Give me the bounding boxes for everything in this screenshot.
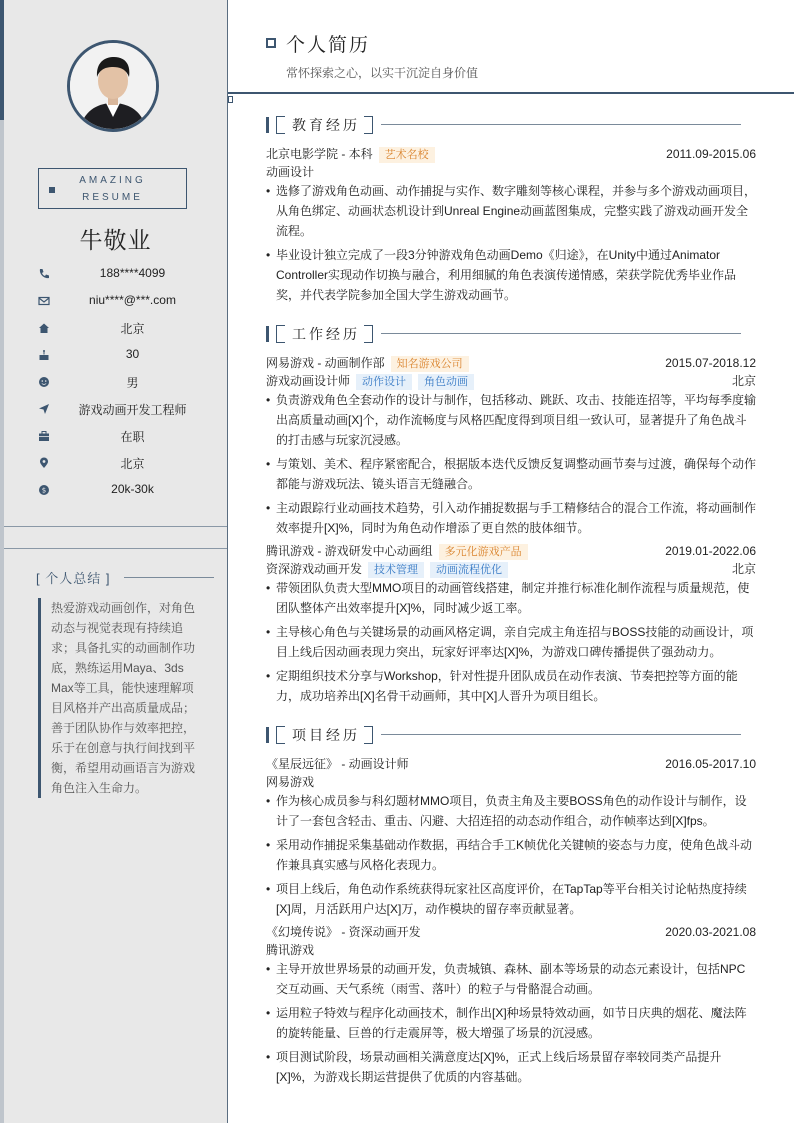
job-city: 北京 <box>731 374 756 388</box>
bracket-right-icon: ] <box>101 571 111 586</box>
info-home-text: 北京 <box>120 322 145 336</box>
job-bullet: • 与策划、美术、程序紧密配合，根据版本迭代反馈反复调整动画节奏与过渡，确保每个动作都能与游戏玩法、镜头语言无缝融合。 <box>266 454 756 494</box>
section-education-title <box>266 116 756 136</box>
job-role-tag: 动作设计 <box>356 374 412 390</box>
bracket-left-icon: [ <box>36 571 46 586</box>
job-bullet: • 主导核心角色与关键场景的动画风格定调，亲自完成主角连招与BOSS技能的动画设计，项目上线后因动画表现力突出，玩家好评率达[X]%，为游戏口碑传播提供了强劲动力。 <box>266 622 756 662</box>
education-major: 动画设计 <box>266 165 315 179</box>
summary-title-text: 个人总结 <box>45 571 102 586</box>
info-email-text: niu****@***.com <box>89 293 176 307</box>
section-title-line <box>381 734 741 735</box>
sidebar-divider-1 <box>4 526 227 527</box>
job-role-tag: 技术管理 <box>368 562 424 578</box>
bracket-left-icon <box>276 116 285 134</box>
info-salary-text: 20k-30k <box>111 482 154 496</box>
job-date: 2019.01-2022.06 <box>665 544 756 558</box>
candidate-name: 牛敬业 <box>79 227 152 253</box>
job-bullet: • 定期组织技术分享与Workshop，针对性提升团队成员在动作表演、节奏把控等方面的能力，成功培养出[X]名骨干动画师，其中[X]人晋升为项目组长。 <box>266 666 756 706</box>
job-role-tag: 动画流程优化 <box>430 562 508 578</box>
job-date: 2015.07-2018.12 <box>665 356 756 370</box>
info-email <box>4 291 227 311</box>
job-bullet: • 带领团队负责大型MMO项目的动画管线搭建，制定并推行标准化制作流程与质量规范，使团队整体产出效率提升[X]%，同时减少返工率。 <box>266 578 756 618</box>
job-company: 腾讯游戏 - 游戏研发中心动画组 <box>266 544 433 558</box>
job-role-tag: 角色动画 <box>418 374 474 390</box>
info-age <box>4 345 227 365</box>
section-title-text: 教育经历 <box>292 117 360 133</box>
bracket-right-icon <box>364 726 373 744</box>
section-bar <box>266 727 269 743</box>
section-title-line <box>381 124 741 125</box>
info-position-text: 游戏动画开发工程师 <box>78 403 187 417</box>
header-square-icon <box>266 38 276 48</box>
project-name: 《星辰远征》 - 动画设计师 <box>266 757 409 771</box>
job-role-row <box>266 372 756 390</box>
page-subtitle: 常怀探索之心，以实干沉淀自身价值 <box>286 66 479 80</box>
job-city: 北京 <box>731 562 756 576</box>
badge-line-1: AMAZING <box>79 175 146 186</box>
bracket-right-icon <box>364 116 373 134</box>
summary-body: 热爱游戏动画创作，对角色动态与视觉表现有持续追求；具备扎实的动画制作功底，熟练运用Maya、3ds Max等工具，能快速理解项目风格并产出高质量成品；善于团队协作与效率把控，乐于在创意与执行间找到平衡，希望用动画语言为游戏角色注入生命力。 <box>38 598 201 798</box>
info-salary <box>4 480 227 500</box>
project-bullet: • 作为核心成员参与科幻题材MMO项目，负责主角及主要BOSS角色的动作设计与制作，设计了一套包含轻击、重击、闪避、大招连招的动态动作组合，动作帧率达到[X]fps。 <box>266 791 756 831</box>
project-bullet: • 项目测试阶段，场景动画相关满意度达[X]%，正式上线后场景留存率较同类产品提升[X]%，为游戏长期运营提供了优质的内容基础。 <box>266 1047 756 1087</box>
sidebar <box>4 0 228 1123</box>
avatar-portrait <box>70 43 156 129</box>
project-company: 腾讯游戏 <box>266 943 315 957</box>
svg-text:$: $ <box>41 486 47 495</box>
education-major-row <box>266 163 756 181</box>
project-bullet: • 项目上线后，角色动作系统获得玩家社区高度评价，在TapTap等平台相关讨论帖热度持续[X]周，月活跃用户达[X]万，动作模块的留存率贡献显著。 <box>266 879 756 919</box>
info-position <box>4 399 227 419</box>
project-date: 2016.05-2017.10 <box>665 757 756 771</box>
info-phone-text: 188****4099 <box>99 266 166 280</box>
info-location-text: 北京 <box>120 457 145 471</box>
header-divider <box>228 92 794 94</box>
job-role: 资深游戏动画开发 <box>266 562 363 576</box>
header-tick-mark <box>228 96 233 103</box>
education-bullet: • 选修了游戏角色动画、动作捕捉与实作、数字雕刻等核心课程，并参与多个游戏动画项目，从角色绑定、动画状态机设计到Unreal Engine动画蓝图集成，完整实践了游戏动画开发全流程。 <box>266 181 756 241</box>
job-bullet: • 负责游戏角色全套动作的设计与制作，包括移动、跳跃、攻击、技能连招等，平均每季度输出高质量动画[X]个，动作流畅度与风格匹配度得到项目组一致认可，显著提升了角色战斗的打击感与玩家沉浸感。 <box>266 390 756 450</box>
section-work-title <box>266 325 756 345</box>
job-company: 网易游戏 - 动画制作部 <box>266 356 385 370</box>
project-header-row <box>266 755 756 773</box>
job-role-row <box>266 560 756 578</box>
section-bar <box>266 326 269 342</box>
info-status <box>4 426 227 446</box>
section-title-text: 项目经历 <box>292 727 360 743</box>
job-company-tag: 多元化游戏产品 <box>439 544 528 560</box>
sidebar-divider-2 <box>4 548 227 549</box>
page-title: 个人简历 <box>286 35 371 56</box>
job-header-row <box>266 354 756 372</box>
info-home <box>4 318 227 338</box>
info-phone <box>4 264 227 284</box>
project-bullet: • 运用粒子特效与程序化动画技术，制作出[X]种场景特效动画，如节日庆典的烟花、魔法阵的旋转能量、巨兽的行走震屏等，极大增强了场景的沉浸感。 <box>266 1003 756 1043</box>
section-title-line <box>381 333 741 334</box>
info-status-text: 在职 <box>120 430 145 444</box>
project-bullet: • 主导开放世界场景的动画开发，负责城镇、森林、副本等场景的动态元素设计，包括NPC交互动画、天气系统（雨雪、落叶）的粒子与骨骼混合动画。 <box>266 959 756 999</box>
bracket-left-icon <box>276 726 285 744</box>
info-gender <box>4 372 227 392</box>
job-header-row <box>266 542 756 560</box>
job-company-tag: 知名游戏公司 <box>391 356 469 372</box>
section-projects-title <box>266 726 756 746</box>
info-location <box>4 453 227 473</box>
project-bullet: • 采用动作捕捉采集基础动作数据，再结合手工K帧优化关键帧的姿态与力度，使角色战斗动作兼具真实感与风格化表现力。 <box>266 835 756 875</box>
education-header-row <box>266 145 756 163</box>
project-company-row <box>266 941 756 959</box>
info-age-text: 30 <box>125 347 140 361</box>
amazing-resume-badge <box>38 168 187 209</box>
bracket-left-icon <box>276 325 285 343</box>
bracket-right-icon <box>364 325 373 343</box>
section-bar <box>266 117 269 133</box>
avatar <box>67 40 159 132</box>
education-tag: 艺术名校 <box>379 147 435 163</box>
project-company: 网易游戏 <box>266 775 315 789</box>
project-name: 《幻境传说》 - 资深动画开发 <box>266 925 421 939</box>
education-bullet: • 毕业设计独立完成了一段3分钟游戏角色动画Demo《归途》，在Unity中通过Animator Controller实现动作切换与融合，利用细腻的角色表演传递情感，荣获学院优秀毕业作品奖，并代表学院参加全国大学生游戏动画节。 <box>266 245 756 305</box>
badge-line-2: RESUME <box>82 192 143 203</box>
job-role: 游戏动画设计师 <box>266 374 351 388</box>
education-school: 北京电影学院 - 本科 <box>266 147 373 161</box>
project-date: 2020.03-2021.08 <box>665 925 756 939</box>
summary-title <box>36 568 110 587</box>
project-company-row <box>266 773 756 791</box>
job-bullet: • 主动跟踪行业动画技术趋势，引入动作捕捉数据与手工精修结合的混合工作流，将动画制作效率提升[X]%，同时为角色动作增添了更自然的肢体细节。 <box>266 498 756 538</box>
project-header-row <box>266 923 756 941</box>
summary-title-line <box>124 577 214 578</box>
education-date: 2011.09-2015.06 <box>666 147 756 161</box>
info-gender-text: 男 <box>126 376 139 390</box>
section-title-text: 工作经历 <box>292 326 360 342</box>
